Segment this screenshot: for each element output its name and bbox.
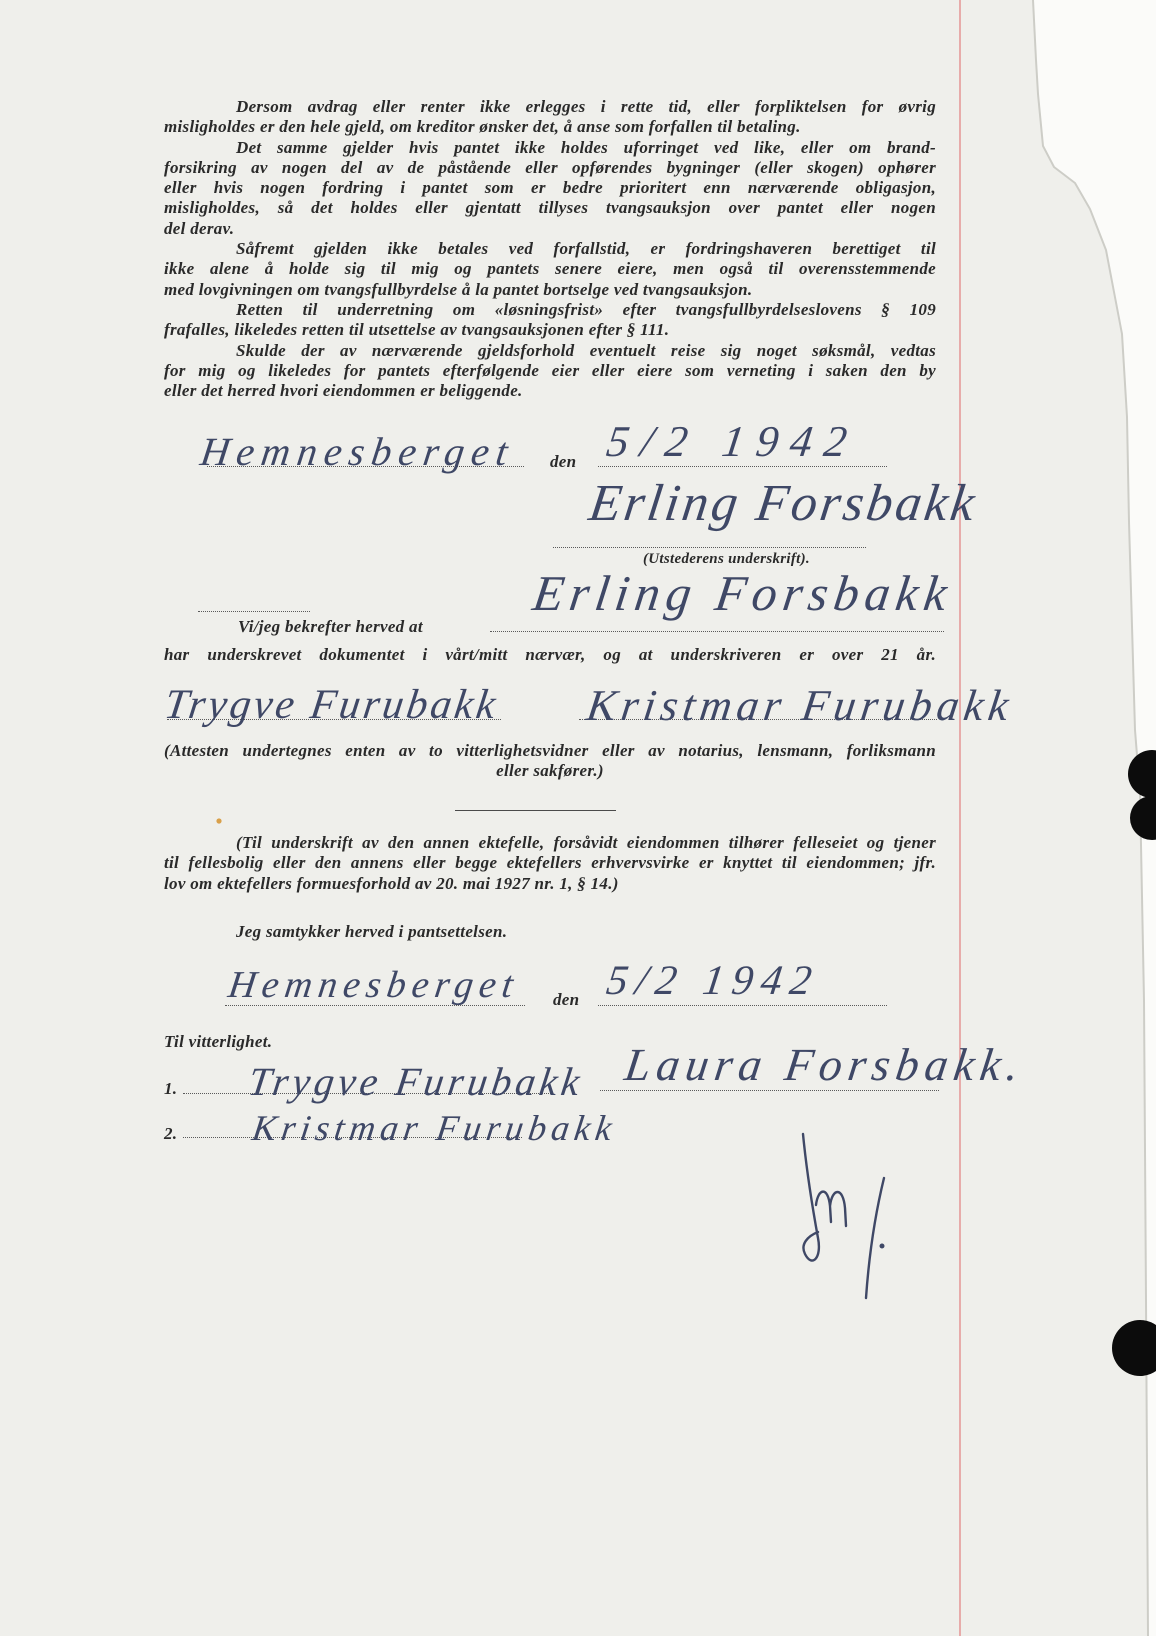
consent-witness-2-signature: Kristmar Furubakk [249, 1108, 620, 1148]
attestation-intro: Vi/jeg bekrefter herved at [238, 617, 423, 636]
text-line: Skulde der av nærværende gjeldsforhold eventuelt reise sig noget søksmål, vedtas [236, 340, 936, 360]
spouse-signature: Laura Forsbakk. [621, 1039, 1029, 1090]
handwritten-date: 5/2 1942 [603, 417, 862, 466]
attestation-statement-block [164, 645, 936, 665]
den-label: den [550, 452, 577, 471]
spouse-note [164, 833, 936, 894]
consent-witness-1-signature: Trygve Furubakk [245, 1059, 587, 1104]
date-dotted-line [598, 466, 887, 467]
text-line: misligholdes, så det holdes eller gjentatt tillyses tvangsauksjon over pantet eller nogen [164, 198, 936, 218]
text-line: for mig og likeledes for pantets efterfølgende eier eller eiere som verneting i saken den by [164, 360, 936, 380]
text-line: til fellesbolig eller den annens eller begge ektefellers erhvervsvirke er knyttet til eiendommen; jfr. [164, 853, 936, 873]
witness-2-signature: Kristmar Furubakk [583, 681, 1017, 730]
witness-heading: Til vitterlighet. [164, 1032, 273, 1051]
text-line: Såfremt gjelden ikke betales ved forfallstid, er fordringshaveren berettiget til [236, 239, 936, 259]
attestation-note [164, 741, 936, 782]
attestation-note-line: eller sakfører.) [496, 761, 604, 781]
attested-name-line [490, 631, 944, 632]
text-line: (Til underskrift av den annen ektefelle, forsåvidt eiendommen tilhører felleseiet og tjener [236, 833, 936, 852]
issuer-signature: Erling Forsbakk [585, 475, 982, 532]
terms-text [164, 97, 936, 401]
text-line: eller det herred hvori eiendommen er beliggende. [164, 381, 523, 401]
text-paragraph [164, 239, 936, 300]
consent-den-label: den [553, 990, 580, 1009]
text-paragraph [164, 300, 936, 341]
text-line: Retten til underretning om «løsningsfrist» efter tvangsfullbyrdelseslovens § 109 [236, 299, 936, 319]
short-dotted-line [198, 611, 310, 612]
attestation-note-line: (Attesten undertegnes enten av to vitterlighetsvidner eller av notarius, lensmann, forliksmann [164, 741, 936, 760]
attestation-statement: har underskrevet dokumentet i vårt/mitt nærvær, og at underskriveren er over 21 år. [164, 645, 936, 664]
text-paragraph [164, 138, 936, 239]
text-line: eller hvis nogen fordring i pantet som er bedre prioritert enn nærværende obligasjon, [164, 178, 936, 198]
consent-handwritten-date: 5/2 1942 [603, 958, 823, 1004]
spouse-signature-line [600, 1090, 939, 1091]
text-line: del derav. [164, 218, 235, 238]
initials-dot [880, 1244, 885, 1249]
text-line: misligholdes er den hele gjeld, om kreditor ønsker det, å anse som forfallen til betaling. [164, 117, 801, 137]
text-line: Dersom avdrag eller renter ikke erlegges i rette tid, eller forpliktelsen for øvrig [236, 97, 936, 116]
witness-number-1: 1. [164, 1079, 178, 1098]
text-line: forsikring av nogen del av de påstående eller opførendes bygninger (eller skogen) ophører [164, 157, 936, 177]
consent-date-line [598, 1005, 887, 1006]
text-line: Det samme gjelder hvis pantet ikke holdes uforringet ved like, eller om brand- [236, 137, 936, 157]
consent-text: Jeg samtykker herved i pantsettelsen. [236, 922, 508, 941]
ink-spot [216, 818, 221, 823]
text-line: med lovgivningen om tvangsfullbyrdelse å la pantet bortselge ved tvangsauksjon. [164, 279, 753, 299]
text-paragraph [164, 833, 936, 894]
attested-signature: Erling Forsbakk [529, 565, 957, 621]
text-line: frafalles, likeledes retten til utsettelse av tvangsauksjonen efter § 111. [164, 320, 670, 340]
divider-line [455, 810, 616, 811]
witness-1-signature: Trygve Furubakk [161, 682, 502, 728]
witness-number-2: 2. [164, 1124, 178, 1143]
text-paragraph [164, 341, 936, 402]
issuer-signature-caption: (Utstederens underskrift). [643, 551, 810, 567]
text-line: lov om ektefellers formuesforhold av 20. mai 1927 nr. 1, § 14.) [164, 873, 619, 893]
text-paragraph [164, 97, 936, 138]
handwritten-place: Hemnesberget [197, 429, 518, 474]
issuer-signature-line [553, 547, 866, 548]
text-line: ikke alene å holde sig til mig og pantets senere eiere, men også til overensstemmende [164, 259, 936, 279]
consent-handwritten-place: Hemnesberget [225, 964, 522, 1006]
